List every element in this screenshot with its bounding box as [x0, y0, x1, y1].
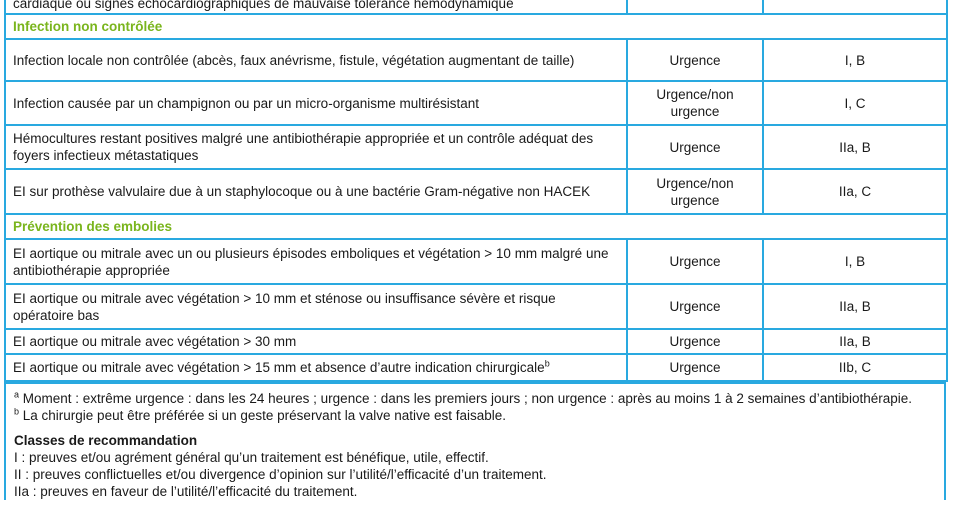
class-level-cell: I, B [763, 239, 947, 284]
indication-text: EI sur prothèse valvulaire due à un staphylocoque ou à une bactérie Gram-négative non HACEK [13, 184, 591, 199]
recommendation-table [4, 0, 948, 382]
footnote-b [14, 407, 936, 424]
table-row [5, 39, 947, 81]
footnote-a-text: Moment : extrême urgence : dans les 24 heures ; urgence : dans les premiers jours ; non urgence : après au moins 1 à 2 semaines d’antibiothérapie. [19, 391, 913, 406]
class-iia-definition: IIa : preuves en faveur de l’utilité/l’efficacité du traitement. [14, 484, 358, 499]
table-body [5, 0, 947, 381]
footnote-marker: b [544, 358, 550, 369]
indication-cell [5, 169, 627, 214]
indication-text: cardiaque ou signes échocardiographiques de mauvaise tolérance hémodynamique [13, 0, 514, 11]
section-row [5, 214, 947, 239]
class-level-cell: I, B [763, 39, 947, 81]
class-level-cell: IIb, C [763, 354, 947, 381]
table-row [5, 284, 947, 329]
footnote-b-mark: b [14, 406, 20, 417]
indication-text: EI aortique ou mitrale avec végétation > 30 mm [13, 334, 297, 349]
indication-cell [5, 354, 627, 381]
indication-cell [5, 81, 627, 125]
table-row [5, 0, 947, 14]
class-level-cell: I, C [763, 81, 947, 125]
indication-cell [5, 284, 627, 329]
table-row [5, 169, 947, 214]
timing-cell: Urgence [627, 354, 763, 381]
class-level-cell: IIa, C [763, 169, 947, 214]
indication-text: EI aortique ou mitrale avec végétation > 15 mm et absence d’autre indication chirurgicale [13, 360, 545, 375]
indication-cell [5, 329, 627, 354]
recommendation-table-page [4, 0, 946, 500]
class-level-cell: IIa, B [763, 284, 947, 329]
indication-cell [5, 39, 627, 81]
class-level-cell: IIa, B [763, 125, 947, 169]
footnote-b-text: La chirurgie peut être préférée si un geste préservant la valve native est faisable. [19, 408, 507, 423]
class-level-cell: IIa, B [763, 329, 947, 354]
section-title: Prévention des embolies [5, 214, 947, 239]
class-level-cell [763, 0, 947, 14]
indication-text: EI aortique ou mitrale avec un ou plusieurs épisodes emboliques et végétation > 10 mm malgré une antibiothérapie appropriée [13, 245, 609, 278]
timing-cell: Urgence [627, 39, 763, 81]
indication-text: Infection locale non contrôlée (abcès, faux anévrisme, fistule, végétation augmentant de taille) [13, 52, 575, 68]
table-row [5, 354, 947, 381]
indication-text: EI aortique ou mitrale avec végétation > 10 mm et sténose ou insuffisance sévère et risque opératoire bas [13, 290, 556, 323]
indication-cell [5, 125, 627, 169]
indication-cell [5, 239, 627, 284]
timing-cell: Urgence [627, 125, 763, 169]
timing-cell: Urgence [627, 329, 763, 354]
timing-cell: Urgence/non urgence [627, 81, 763, 125]
class-i-definition: I : preuves et/ou agrément général qu’un traitement est bénéfique, utile, effectif. [14, 450, 489, 465]
table-row [5, 125, 947, 169]
class-ii-definition: II : preuves conflictuelles et/ou divergence d’opinion sur l’utilité/l’efficacité d’un traitement. [14, 467, 547, 482]
timing-cell: Urgence [627, 239, 763, 284]
table-row [5, 239, 947, 284]
section-title: Infection non contrôlée [5, 14, 947, 39]
footnote-a-mark: a [14, 389, 20, 400]
indication-cell [5, 0, 627, 14]
table-notes [4, 382, 946, 500]
timing-cell [627, 0, 763, 14]
timing-cell: Urgence/non urgence [627, 169, 763, 214]
section-row [5, 14, 947, 39]
indication-text: Hémocultures restant positives malgré une antibiothérapie appropriée et un contrôle adéquat des foyers infectieux métastatiques [13, 131, 594, 163]
table-row [5, 81, 947, 125]
timing-cell: Urgence [627, 284, 763, 329]
footnote-a [14, 390, 936, 407]
classes-title: Classes de recommandation [14, 433, 198, 448]
table-row [5, 329, 947, 354]
indication-text: Infection causée par un champignon ou par un micro-organisme multirésistant [13, 95, 479, 111]
